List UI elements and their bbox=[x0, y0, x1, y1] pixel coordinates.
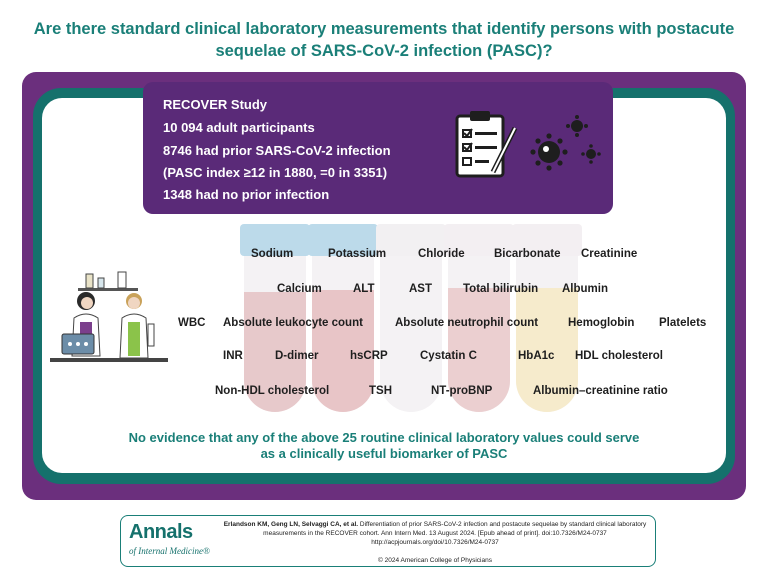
citation-authors: Erlandson KM, Geng LN, Selvaggi CA, et al. bbox=[223, 521, 359, 528]
lab-hba1c: HbA1c bbox=[518, 350, 555, 362]
citation-url[interactable]: http://acpjournals.org/doi/10.7326/M24-0737 bbox=[371, 539, 499, 546]
lab-inr: INR bbox=[223, 350, 243, 362]
citation-footer bbox=[120, 515, 656, 567]
lab-potassium: Potassium bbox=[328, 248, 387, 260]
lab-non-hdl-cholesterol: Non-HDL cholesterol bbox=[215, 385, 330, 397]
annals-logo: Annals bbox=[129, 521, 193, 543]
lab-albumin: Albumin bbox=[562, 283, 608, 295]
infographic-title bbox=[20, 18, 748, 62]
citation-text bbox=[221, 520, 649, 547]
lab-ast: AST bbox=[409, 283, 432, 295]
title-line-2: sequelae of SARS-CoV-2 infection (PASC)? bbox=[215, 42, 553, 60]
lab-absolute-neutrophil-count: Absolute neutrophil count bbox=[395, 317, 539, 329]
lab-d-dimer: D-dimer bbox=[275, 350, 319, 362]
pasc-index-breakdown: (PASC index ≥12 in 1880, =0 in 3351) bbox=[163, 165, 388, 180]
conclusion-text bbox=[120, 430, 648, 462]
lab-chloride: Chloride bbox=[418, 248, 465, 260]
prior-infection-count: 8746 had prior SARS-CoV-2 infection bbox=[163, 143, 391, 158]
no-infection-count: 1348 had no prior infection bbox=[163, 187, 330, 202]
copyright-text: © 2024 American College of Physicians bbox=[378, 557, 492, 564]
lab-tsh: TSH bbox=[369, 385, 392, 397]
conclusion-line-1: No evidence that any of the above 25 routine clinical laboratory values could serve bbox=[128, 430, 640, 445]
lab-platelets: Platelets bbox=[659, 317, 707, 329]
lab-scientists-icon bbox=[50, 268, 168, 366]
lab-bicarbonate: Bicarbonate bbox=[494, 248, 561, 260]
lab-wbc: WBC bbox=[178, 317, 206, 329]
study-summary-box bbox=[143, 82, 613, 214]
conclusion-line-2: as a clinically useful biomarker of PASC bbox=[260, 446, 508, 461]
lab-hscrp: hsCRP bbox=[350, 350, 388, 362]
clipboard-checklist-icon bbox=[453, 108, 519, 180]
lab-total-bilirubin: Total bilirubin bbox=[463, 283, 539, 295]
lab-cystatin-c: Cystatin C bbox=[420, 350, 477, 362]
participant-count: 10 094 adult participants bbox=[163, 120, 315, 135]
lab-hdl-cholesterol: HDL cholesterol bbox=[575, 350, 663, 362]
lab-hemoglobin: Hemoglobin bbox=[568, 317, 635, 329]
lab-absolute-leukocyte-count: Absolute leukocyte count bbox=[223, 317, 363, 329]
virus-icon bbox=[521, 112, 601, 178]
citation-reference: Differentiation of prior SARS-CoV-2 infection and postacute sequelae by standard clinical laboratory measurements in the RECOVER cohort. Ann Intern Med. 13 August 2024. [Epub ahead of print]. doi:10.7326/M24-0737 bbox=[263, 521, 647, 537]
lab-albumin-creatinine-ratio: Albumin–creatinine ratio bbox=[533, 385, 668, 397]
title-line-1: Are there standard clinical laboratory measurements that identify persons with postacute bbox=[33, 20, 735, 38]
lab-alt: ALT bbox=[353, 283, 375, 295]
annals-logo-subtitle: of Internal Medicine® bbox=[129, 546, 210, 556]
lab-calcium: Calcium bbox=[277, 283, 322, 295]
study-name: RECOVER Study bbox=[163, 97, 268, 112]
lab-sodium: Sodium bbox=[251, 248, 294, 260]
lab-nt-probnp: NT-proBNP bbox=[431, 385, 493, 397]
lab-creatinine: Creatinine bbox=[581, 248, 638, 260]
